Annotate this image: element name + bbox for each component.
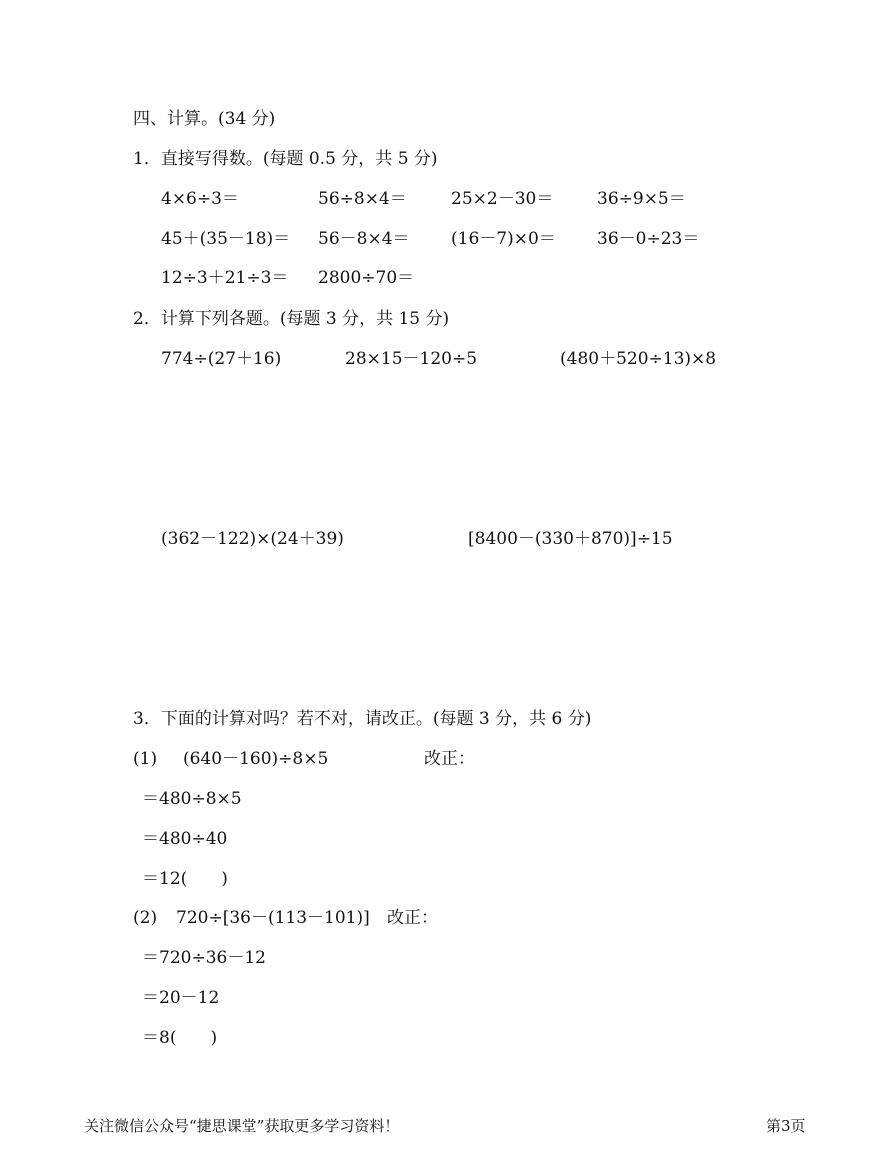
q2-title: 2．计算下列各题。(每题 3 分，共 15 分) [133, 309, 450, 329]
q1-item: 45＋(35－18)＝ [161, 229, 291, 249]
q1-item: 4×6÷3＝ [161, 189, 239, 209]
q2-item: [8400－(330＋870)]÷15 [468, 529, 673, 549]
q2-item: (480＋520÷13)×8 [560, 349, 717, 369]
q3-step: ＝480÷8×5 [142, 789, 242, 809]
q2-item: 774÷(27＋16) [161, 349, 282, 369]
q3-step: ＝20－12 [142, 988, 220, 1008]
q1-item: (16－7)×0＝ [451, 229, 556, 249]
q3-title: 3．下面的计算对吗？若不对，请改正。(每题 3 分，共 6 分) [133, 709, 592, 729]
q1-item: 25×2－30＝ [451, 189, 554, 209]
q1-item: 56－8×4＝ [318, 229, 410, 249]
q1-item: 36÷9×5＝ [597, 189, 686, 209]
q3-problem-number: (1) [133, 749, 158, 769]
q2-item: 28×15－120÷5 [345, 349, 478, 369]
q1-item: 2800÷70＝ [318, 268, 415, 288]
q3-problem-expression: 720÷[36－(113－101)] [176, 908, 370, 928]
footer-promo: 关注微信公众号“捷思课堂”获取更多学习资料！ [84, 1117, 400, 1135]
q3-step: ＝12( ) [142, 869, 228, 889]
section-title: 四、计算。(34 分) [133, 109, 276, 129]
q3-step: ＝720÷36－12 [142, 948, 266, 968]
q1-item: 12÷3＋21÷3＝ [161, 268, 289, 288]
q3-problem-number: (2) [133, 908, 158, 928]
q1-title: 1．直接写得数。(每题 0.5 分，共 5 分) [133, 149, 438, 169]
q2-item: (362－122)×(24＋39) [161, 529, 344, 549]
page-number: 第3页 [766, 1117, 806, 1135]
q3-correct-label: 改正： [387, 908, 438, 928]
q1-item: 36－0÷23＝ [597, 229, 700, 249]
q1-item: 56÷8×4＝ [318, 189, 407, 209]
q3-correct-label: 改正： [424, 749, 475, 769]
q3-problem-expression: (640－160)÷8×5 [183, 749, 329, 769]
q3-step: ＝480÷40 [142, 829, 228, 849]
q3-step: ＝8( ) [142, 1028, 218, 1048]
